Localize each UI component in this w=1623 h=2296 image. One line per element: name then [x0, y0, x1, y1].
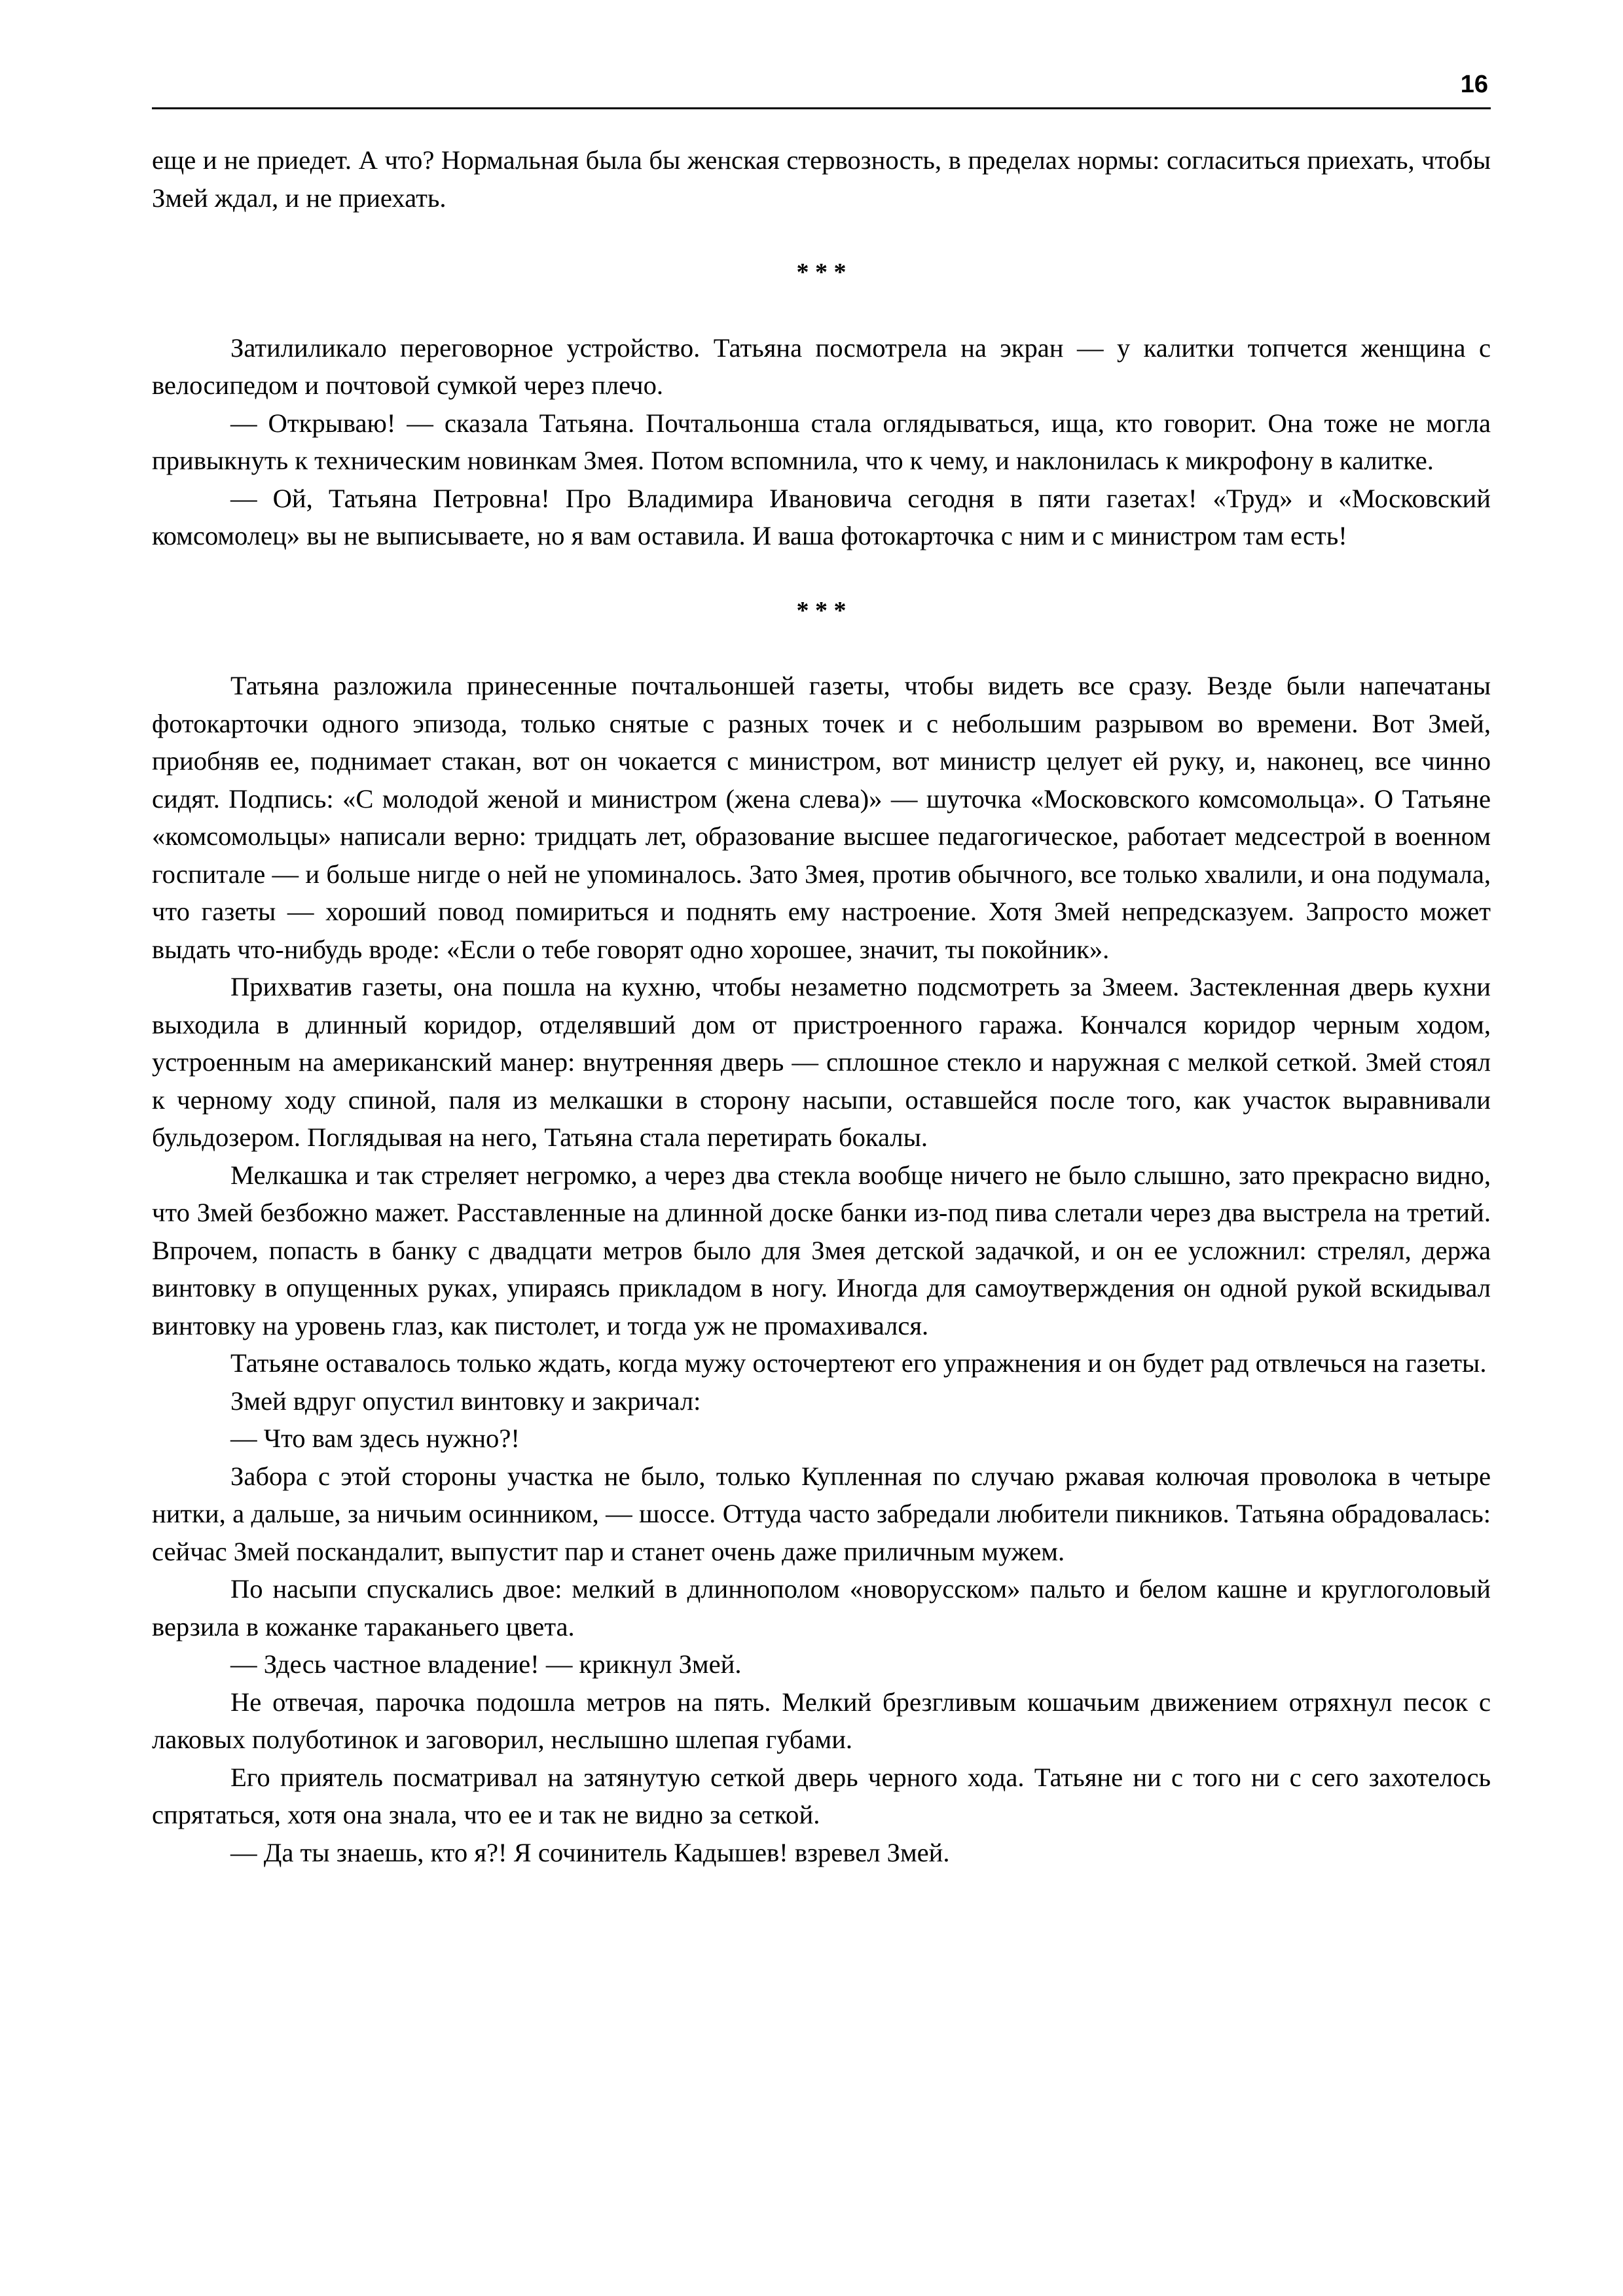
paragraph: — Открываю! — сказала Татьяна. Почтальонша стала оглядываться, ища, кто говорит. Она тоже не могла привыкнуть к техническим новинкам Змея. Потом вспомнила, что к чему, и наклонилась к микрофону в калитке.	[152, 408, 1491, 475]
section-separator: * * *	[796, 596, 847, 624]
paragraph: По насыпи спускались двое: мелкий в длиннополом «новорусском» пальто и белом кашне и круглоголовый верзила в кожанке тараканьего цвета.	[152, 1574, 1491, 1641]
paragraph: Татьяна разложила принесенные почтальоншей газеты, чтобы видеть все сразу. Везде были напечатаны фотокарточки одного эпизода, только снятые с разных точек и с небольшим разрывом во времени. Вот Змей, приобняв ее, поднимает стакан, вот он чокается с министром, вот министр целует ей руку, и, наконец, все чинно сидят. Подпись: «С молодой женой и министром (жена слева)» — шуточка «Московского комсомольца». О Татьяне «комсомольцы» написали верно: тридцать лет, образование высшее педагогическое, работает медсестрой в военном госпитале — и больше нигде о ней не упоминалось. Зато Змея, против обычного, все только хвалили, и она подумала, что газеты — хороший повод помириться и поднять ему настроение. Хотя Змей непредсказуем. Запросто может выдать что-нибудь вроде: «Если о тебе говорят одно хорошее, значит, ты покойник».	[152, 671, 1491, 964]
body-text	[152, 141, 1491, 1871]
paragraph: — Да ты знаешь, кто я?! Я сочинитель Кадышев! взревел Змей.	[230, 1837, 950, 1867]
paragraph: — Что вам здесь нужно?!	[230, 1424, 520, 1453]
paragraph: Татьяне оставалось только ждать, когда мужу осточертеют его упражнения и он будет рад отвлечься на газеты.	[230, 1348, 1487, 1378]
spacer	[152, 555, 1491, 592]
paragraph: Мелкашка и так стреляет негромко, а через два стекла вообще ничего не было слышно, зато прекрасно видно, что Змей безбожно мажет. Расставленные на длинной доске банки из-под пива слетали через два выстрела на третий. Впрочем, попасть в банку с двадцати метров было для Змея детской задачкой, и он ее усложнил: стрелял, держа винтовку в опущенных руках, упираясь прикладом в ногу. Иногда для самоутверждения он одной рукой вскидывал винтовку на уровень глаз, как пистолет, и тогда уж не промахивался.	[152, 1160, 1491, 1340]
paragraph: — Здесь частное владение! — крикнул Змей.	[230, 1649, 742, 1679]
paragraph: еще и не приедет. А что? Нормальная была бы женская стервозность, в пределах нормы: согласиться приехать, чтобы Змей ждал, и не приехать.	[152, 145, 1491, 213]
paragraph: Затилиликало переговорное устройство. Татьяна посмотрела на экран — у калитки топчется женщина с велосипедом и почтовой сумкой через плечо.	[152, 332, 1491, 400]
section-separator: * * *	[796, 259, 847, 286]
page-number: 16	[1460, 71, 1488, 98]
paragraph: Забора с этой стороны участка не было, только Купленная по случаю ржавая колючая проволока в четыре нитки, а дальше, за ничьим осинником, — шоссе. Оттуда часто забредали любители пикников. Татьяна обрадовалась: сейчас Змей поскандалит, выпустит пар и станет очень даже приличным мужем.	[152, 1461, 1491, 1566]
spacer	[152, 292, 1491, 329]
header-rule	[152, 107, 1491, 109]
spacer	[152, 217, 1491, 254]
paragraph: Не отвечая, парочка подошла метров на пять. Мелкий брезгливым кошачьим движением отряхнул песок с лаковых полуботинок и заговорил, неслышно шлепая губами.	[152, 1687, 1491, 1754]
paragraph: Прихватив газеты, она пошла на кухню, чтобы незаметно подсмотреть за Змеем. Застекленная дверь кухни выходила в длинный коридор, отделявший дом от пристроенного гаража. Кончался коридор черным ходом, устроенным на американский манер: внутренняя дверь — сплошное стекло и наружная с мелкой сеткой. Змей стоял к черному ходу спиной, паля из мелкашки в сторону насыпи, оставшейся после того, как участок выравнивали бульдозером. Поглядывая на него, Татьяна стала перетирать бокалы.	[152, 972, 1491, 1152]
paragraph: Змей вдруг опустил винтовку и закричал:	[230, 1386, 701, 1416]
paragraph: — Ой, Татьяна Петровна! Про Владимира Ивановича сегодня в пяти газетах! «Труд» и «Московский комсомолец» вы не выписываете, но я вам оставила. И ваша фотокарточка с ним и с министром там есть!	[152, 483, 1491, 550]
paragraph: Его приятель посматривал на затянутую сеткой дверь черного хода. Татьяне ни с того ни с сего захотелось спрятаться, хотя она знала, что ее и так не видно за сеткой.	[152, 1762, 1491, 1829]
spacer	[152, 630, 1491, 667]
